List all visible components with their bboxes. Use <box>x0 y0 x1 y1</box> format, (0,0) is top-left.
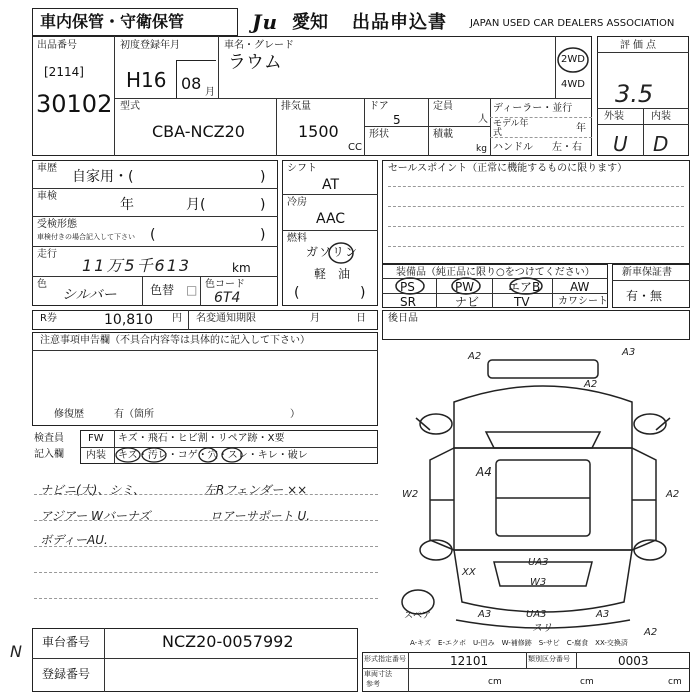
exterior-label: 外装 <box>604 111 624 122</box>
recycle-value: 10,810 <box>104 312 153 328</box>
plate-label: 登録番号 <box>42 667 91 681</box>
cm-1: cm <box>488 677 502 687</box>
damage-mark-9: W3 <box>530 577 547 588</box>
four-wd: 4WD <box>561 79 585 90</box>
inspection-close: ) <box>260 197 266 213</box>
ac-value: AAC <box>316 211 346 227</box>
model-label: 型式 <box>120 101 140 112</box>
mileage-unit: km <box>232 261 251 275</box>
form-title: 出品申込書 <box>352 12 447 33</box>
sales-point-label: セールスポイント（正常に機能するものに限ります） <box>388 163 628 174</box>
interior-label: 内装 <box>651 111 671 122</box>
brand-place: 愛知 <box>292 12 328 33</box>
damage-mark-4: W2 <box>402 489 419 500</box>
car-diagram <box>396 340 690 640</box>
history-close: ) <box>260 169 266 185</box>
damage-mark-3: A2 <box>584 379 598 390</box>
color-label: 色 <box>37 279 47 290</box>
history-label: 車歴 <box>37 163 57 174</box>
equipment-label: 装備品（純正品に限り○をつけてください） <box>396 267 595 278</box>
interior-options: キズ・汚レ・コゲ・穴・スレ・キレ・破レ <box>118 450 308 461</box>
shift-label: シフト <box>287 163 317 174</box>
color-change-label: 色替 <box>150 283 175 297</box>
registration-month: 08 <box>181 74 202 93</box>
notes-label: 注意事項申告欄（不具合内容等は具体的に記入して下さい） <box>40 335 310 346</box>
damage-mark-5: A2 <box>666 489 680 500</box>
lot-number: 30102 <box>36 90 113 118</box>
ref-label: 参考 <box>366 680 380 688</box>
load-unit: kg <box>476 144 487 154</box>
fuel-label: 燃料 <box>287 233 307 244</box>
inspector-label: 検査員 <box>34 433 64 444</box>
deadline-label: 名変通知期限 <box>196 313 256 324</box>
cm-3: cm <box>668 677 682 687</box>
later-items-label: 後日品 <box>388 313 418 324</box>
lot-number-label: 出品番号 <box>37 40 77 51</box>
receipt-close: ) <box>260 227 266 243</box>
displacement-value: 1500 <box>298 122 339 141</box>
fuel-diesel: 軽 油 <box>314 267 351 281</box>
model-year-unit: 年 <box>576 123 586 134</box>
chassis-label: 車台番号 <box>42 635 91 649</box>
receipt-label: 受検形態 <box>37 219 77 230</box>
handwritten-note-3: アジアー Wバーナズ <box>40 509 151 523</box>
later-items-section <box>382 310 690 340</box>
inspection-month: 月( <box>186 197 206 213</box>
fuel-selected-circle <box>326 240 356 266</box>
first-registration-label: 初度登録年月 <box>120 40 180 51</box>
two-wd-circle <box>555 45 591 75</box>
damage-mark-13: スリ <box>532 623 552 634</box>
fuel-close: ) <box>360 285 366 301</box>
handle-value: 左・右 <box>552 142 582 153</box>
storage-title: 車内保管・守衛保管 <box>40 12 185 31</box>
type-value: 12101 <box>450 654 489 668</box>
equip-sr: SR <box>400 295 416 309</box>
deadline-month: 月 <box>310 313 320 324</box>
warranty-value: 有・無 <box>626 289 663 303</box>
type-label: 形式指定番号 <box>364 655 406 663</box>
damage-legend: A-キズ E-エクボ U-凹み W-補修跡 S-サビ C-腐食 XX-交換済 <box>410 639 628 647</box>
equipment-circles <box>390 276 560 296</box>
score-value: 3.5 <box>615 80 654 108</box>
fuel-gasoline: ガソリン <box>306 245 359 259</box>
association-name: JAPAN USED CAR DEALERS ASSOCIATION <box>470 18 675 29</box>
color-value: シルバー <box>62 287 117 303</box>
fw-options: キズ・飛石・ヒビ割・リペア跡・X要 <box>118 433 285 444</box>
chassis-value: NCZ20-0057992 <box>162 632 294 651</box>
model-value: CBA-NCZ20 <box>152 122 245 141</box>
margin-mark: N <box>10 642 22 661</box>
inspection-label: 車検 <box>37 191 57 202</box>
class-label: 類別区分番号 <box>528 655 570 663</box>
handle-label: ハンドル <box>493 142 533 153</box>
capacity-unit: 人 <box>478 114 488 125</box>
mileage-label: 走行 <box>37 249 57 260</box>
interior-circles <box>114 446 284 464</box>
car-name-label: 車名・グレード <box>224 40 294 51</box>
equip-tv: TV <box>514 295 530 309</box>
displacement-unit: CC <box>348 142 362 153</box>
damage-mark-8: UA3 <box>528 557 549 568</box>
recycle-label: R券 <box>40 313 57 324</box>
damage-mark-12: UA3 <box>526 609 547 620</box>
damage-mark-7: XX <box>462 567 476 578</box>
recycle-unit: 円 <box>172 313 182 324</box>
equip-leather-seat: カワシート <box>558 296 608 307</box>
deadline-day: 日 <box>356 313 366 324</box>
spare-label: スペア <box>404 611 432 621</box>
equip-airbag: エアB <box>508 280 541 294</box>
damage-mark-10: A3 <box>478 609 492 620</box>
interior-score: D <box>653 132 669 156</box>
repair-close: ） <box>290 409 300 420</box>
handwritten-note-4: ロアーサポート U. <box>210 509 311 523</box>
doors-value: 5 <box>393 113 401 127</box>
model-year-label: モデル年式 <box>493 119 529 138</box>
equip-ps: PS <box>400 280 415 294</box>
score-label: 評価点 <box>620 40 659 51</box>
color-code-label: 色コード <box>205 279 245 290</box>
damage-mark-14: A2 <box>644 627 658 638</box>
handwritten-note-1: ナビニ(大)、シミ、 <box>40 483 145 497</box>
shape-label: 形状 <box>369 129 389 140</box>
damage-mark-11: A3 <box>596 609 610 620</box>
brand-logo: Ju <box>252 10 279 34</box>
receipt-note: 車検付きの場合記入して下さい <box>37 233 135 241</box>
displacement-label: 排気量 <box>281 101 311 112</box>
doors-label: ドア <box>369 101 389 112</box>
color-change-value: □ <box>186 283 198 297</box>
equip-navi: ナビ <box>455 295 480 309</box>
mileage-value: 11万5千613 <box>82 256 192 275</box>
damage-mark-1: A2 <box>468 351 482 362</box>
inspection-year: 年 <box>120 197 134 213</box>
registration-month-suffix: 月 <box>205 87 215 98</box>
handwritten-note-5: ボディーAU. <box>40 533 108 547</box>
fw-label: FW <box>88 433 104 444</box>
equip-pw: PW <box>455 280 475 294</box>
load-label: 積載 <box>433 129 453 140</box>
warranty-label: 新車保証書 <box>622 267 672 278</box>
entry-label: 記入欄 <box>34 449 64 460</box>
cm-2: cm <box>580 677 594 687</box>
car-name-value: ラウム <box>228 52 282 73</box>
color-code-value: 6T4 <box>214 290 241 306</box>
capacity-label: 定員 <box>433 101 453 112</box>
dealer-parallel-label: ディーラー・並行 <box>493 103 573 114</box>
ac-label: 冷房 <box>287 197 307 208</box>
interior-label: 内装 <box>86 450 106 461</box>
sales-point-section <box>382 160 690 264</box>
two-wd: 2WD <box>561 54 585 65</box>
class-value: 0003 <box>618 654 649 668</box>
receipt-open: ( <box>150 227 156 243</box>
registration-era-year: H16 <box>126 68 167 92</box>
equip-aw: AW <box>570 280 590 294</box>
fuel-open: ( <box>294 285 300 301</box>
damage-mark-6: A4 <box>476 465 492 479</box>
history-value: 自家用・( <box>72 169 134 185</box>
exterior-score: U <box>613 132 628 156</box>
handwritten-note-2: 左Rフェンダー ×× <box>204 483 308 497</box>
shift-value: AT <box>322 177 340 193</box>
lot-sub-number: [2114] <box>44 65 84 79</box>
repair-label: 修復歴 <box>54 409 84 420</box>
repair-value: 有（箇所 <box>114 409 154 420</box>
damage-mark-2: A3 <box>622 347 636 358</box>
length-label: 車両寸法 <box>364 670 392 678</box>
